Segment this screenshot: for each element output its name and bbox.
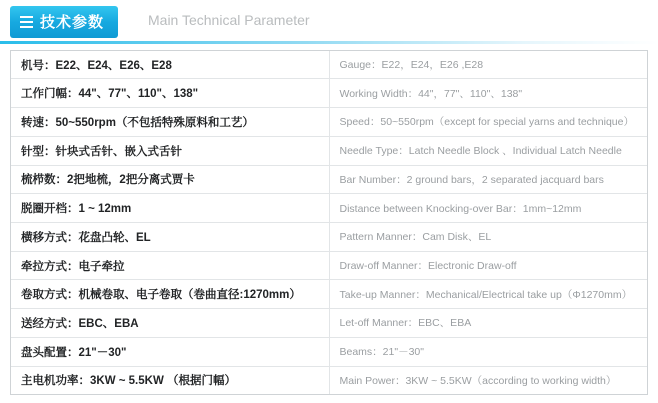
specs-table xyxy=(11,51,647,394)
spec-label-cn: 机号：E22、E24、E26、E28 xyxy=(11,51,329,79)
table-row xyxy=(11,165,647,194)
spec-label-en: Speed：50~550rpm（except for special yarns and technique） xyxy=(329,108,647,137)
spec-label-en: Main Power：3KW ~ 5.5KW（according to working width） xyxy=(339,374,617,387)
spec-label-cn: 转速：50~550rpm（不包括特殊原料和工艺） xyxy=(11,108,329,137)
table-row xyxy=(11,309,647,338)
spec-label-cn: 工作门幅：44"、77"、110"、138" xyxy=(11,79,329,108)
spec-label-en: Beams：21"－30" xyxy=(329,337,647,366)
spec-label-en: Pattern Manner：Cam Disk、EL xyxy=(329,222,647,251)
spec-label-en: Draw-off Manner：Electronic Draw-off xyxy=(329,251,647,280)
spec-label-en: Working Width：44"，77"、110"、138" xyxy=(329,79,647,108)
spec-label-en: Take-up Manner：Mechanical/Electrical take up（Φ1270mm） xyxy=(329,280,647,309)
spec-label-en: Distance between Knocking-over Bar：1mm~12mm xyxy=(329,194,647,223)
spec-label-cn: 针型：针块式舌针、嵌入式舌针 xyxy=(11,136,329,165)
spec-label-cn: 卷取方式：机械卷取、电子卷取（卷曲直径:1270mm） xyxy=(11,280,329,309)
spec-label-cn: 横移方式：花盘凸轮、EL xyxy=(11,222,329,251)
spec-label-cn: 主电机功率：3KW ~ 5.5KW （根据门幅） xyxy=(11,366,329,394)
spec-label-cn: 脱圈开档：1 ~ 12mm xyxy=(11,194,329,223)
spec-label-cn: 梳栉数：2把地梳，2把分离式贾卡 xyxy=(11,165,329,194)
specs-table-container xyxy=(10,50,648,395)
spec-label-cn: 牵拉方式：电子牵拉 xyxy=(11,251,329,280)
spec-label-en: Needle Type：Latch Needle Block 、Individual Latch Needle xyxy=(329,136,647,165)
table-row xyxy=(11,51,647,79)
page-header xyxy=(0,0,658,44)
table-row xyxy=(11,280,647,309)
spec-label-cn: 送经方式：EBC、EBA xyxy=(11,309,329,338)
table-row xyxy=(11,108,647,137)
table-row xyxy=(11,366,647,394)
spec-label-en: Gauge：E22，E24，E26 ,E28 xyxy=(329,51,647,79)
specs-table-body xyxy=(11,51,647,394)
section-title-tab xyxy=(10,6,118,38)
page-title-en: Main Technical Parameter xyxy=(148,12,310,28)
table-row xyxy=(11,136,647,165)
header-divider xyxy=(0,41,658,44)
table-row xyxy=(11,337,647,366)
table-row xyxy=(11,194,647,223)
table-row xyxy=(11,79,647,108)
menu-bars-icon xyxy=(20,16,33,28)
spec-label-en: Bar Number：2 ground bars，2 separated jacquard bars xyxy=(329,165,647,194)
page-title-cn: 技术参数 xyxy=(40,13,105,31)
spec-label-en: Let-off Manner：EBC、EBA xyxy=(329,309,647,338)
table-row xyxy=(11,222,647,251)
table-row xyxy=(11,251,647,280)
spec-label-cn: 盘头配置：21"－30" xyxy=(11,337,329,366)
